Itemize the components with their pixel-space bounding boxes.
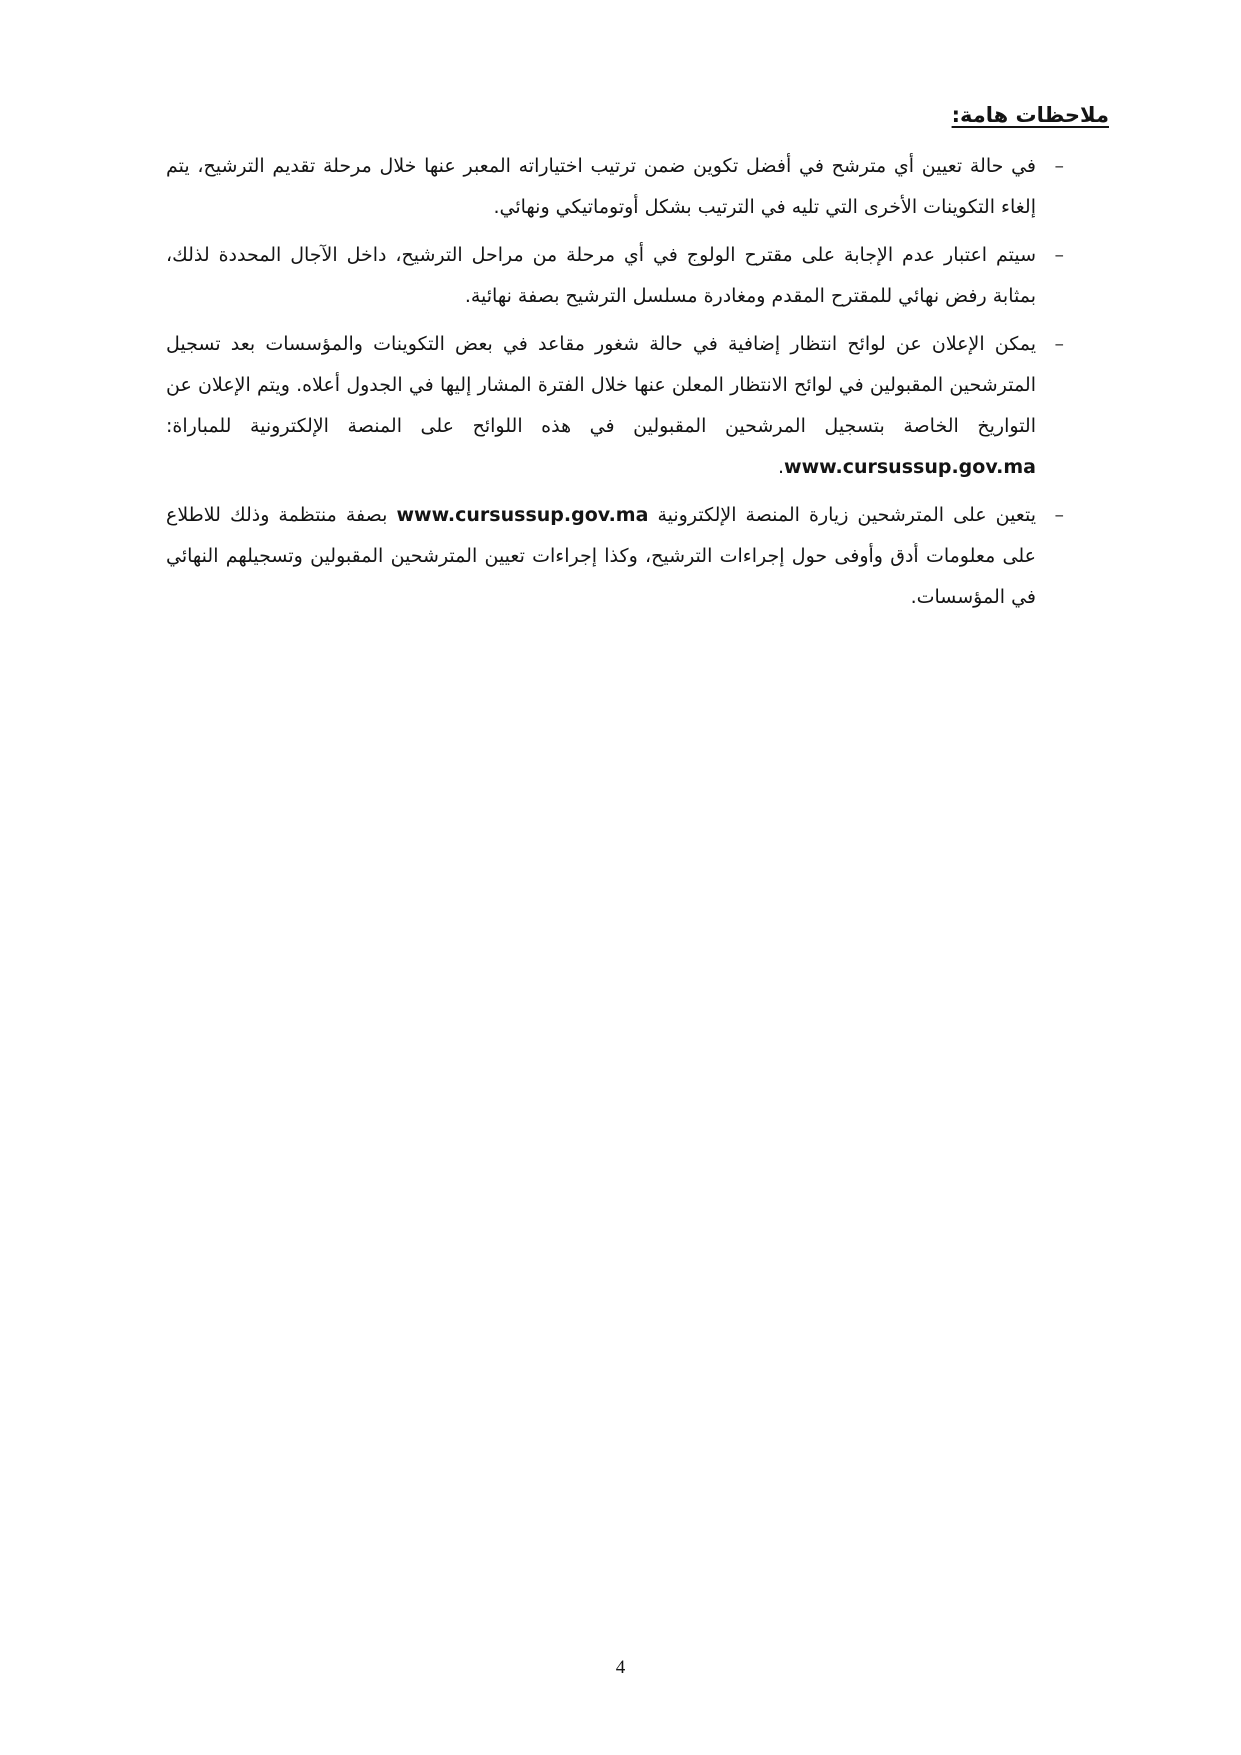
bullet-dash: – (1054, 333, 1064, 355)
notes-list (166, 146, 1064, 625)
note-item (166, 324, 1064, 488)
page-number: 4 (615, 1657, 626, 1678)
note-text: في حالة تعيين أي مترشح في أفضل تكوين ضمن ترتيب اختياراته المعبر عنها خلال مرحلة تقديم الترشيح، يتم إلغاء التكوينات الأخرى التي تليه في الترتيب بشكل أوتوماتيكي ونهائي. (166, 155, 1036, 218)
platform-url: www.cursussup.gov.ma (396, 504, 649, 526)
note-text (166, 324, 1036, 488)
platform-url: www.cursussup.gov.ma (784, 456, 1036, 478)
note-text-before: يتعين على المترشحين زيارة المنصة الإلكترونية (648, 504, 1036, 526)
note-item (166, 495, 1064, 618)
note-item (166, 146, 1064, 228)
bullet-dash: – (1054, 244, 1064, 266)
note-text-after: بصفة منتظمة وذلك للاطلاع على معلومات أدق وأوفى حول إجراءات الترشيح، وكذا إجراءات تعيين المترشحين المقبولين وتسجيلهم النهائي في المؤسسات. (166, 504, 1036, 608)
note-item (166, 235, 1064, 317)
note-text (166, 495, 1036, 618)
note-text-before: يمكن الإعلان عن لوائح انتظار إضافية في حالة شغور مقاعد في بعض التكوينات والمؤسسات بعد تسجيل المترشحين المقبولين في لوائح الانتظار المعلن عنها خلال الفترة المشار إليها في الجدول أعلاه. ويتم الإعلان عن التواريخ الخاصة بتسجيل المرشحين المقبولين في هذه اللوائح على المنصة الإلكترونية للمباراة: (166, 333, 1036, 437)
note-text-after: . (778, 456, 785, 478)
note-text: سيتم اعتبار عدم الإجابة على مقترح الولوج في أي مرحلة من مراحل الترشيح، داخل الآجال المحددة لذلك، بمثابة رفض نهائي للمقترح المقدم ومغادرة مسلسل الترشيح بصفة نهائية. (166, 244, 1036, 307)
notes-title: ملاحظات هامة: (951, 103, 1109, 127)
bullet-dash: – (1054, 504, 1064, 526)
bullet-dash: – (1054, 155, 1064, 177)
